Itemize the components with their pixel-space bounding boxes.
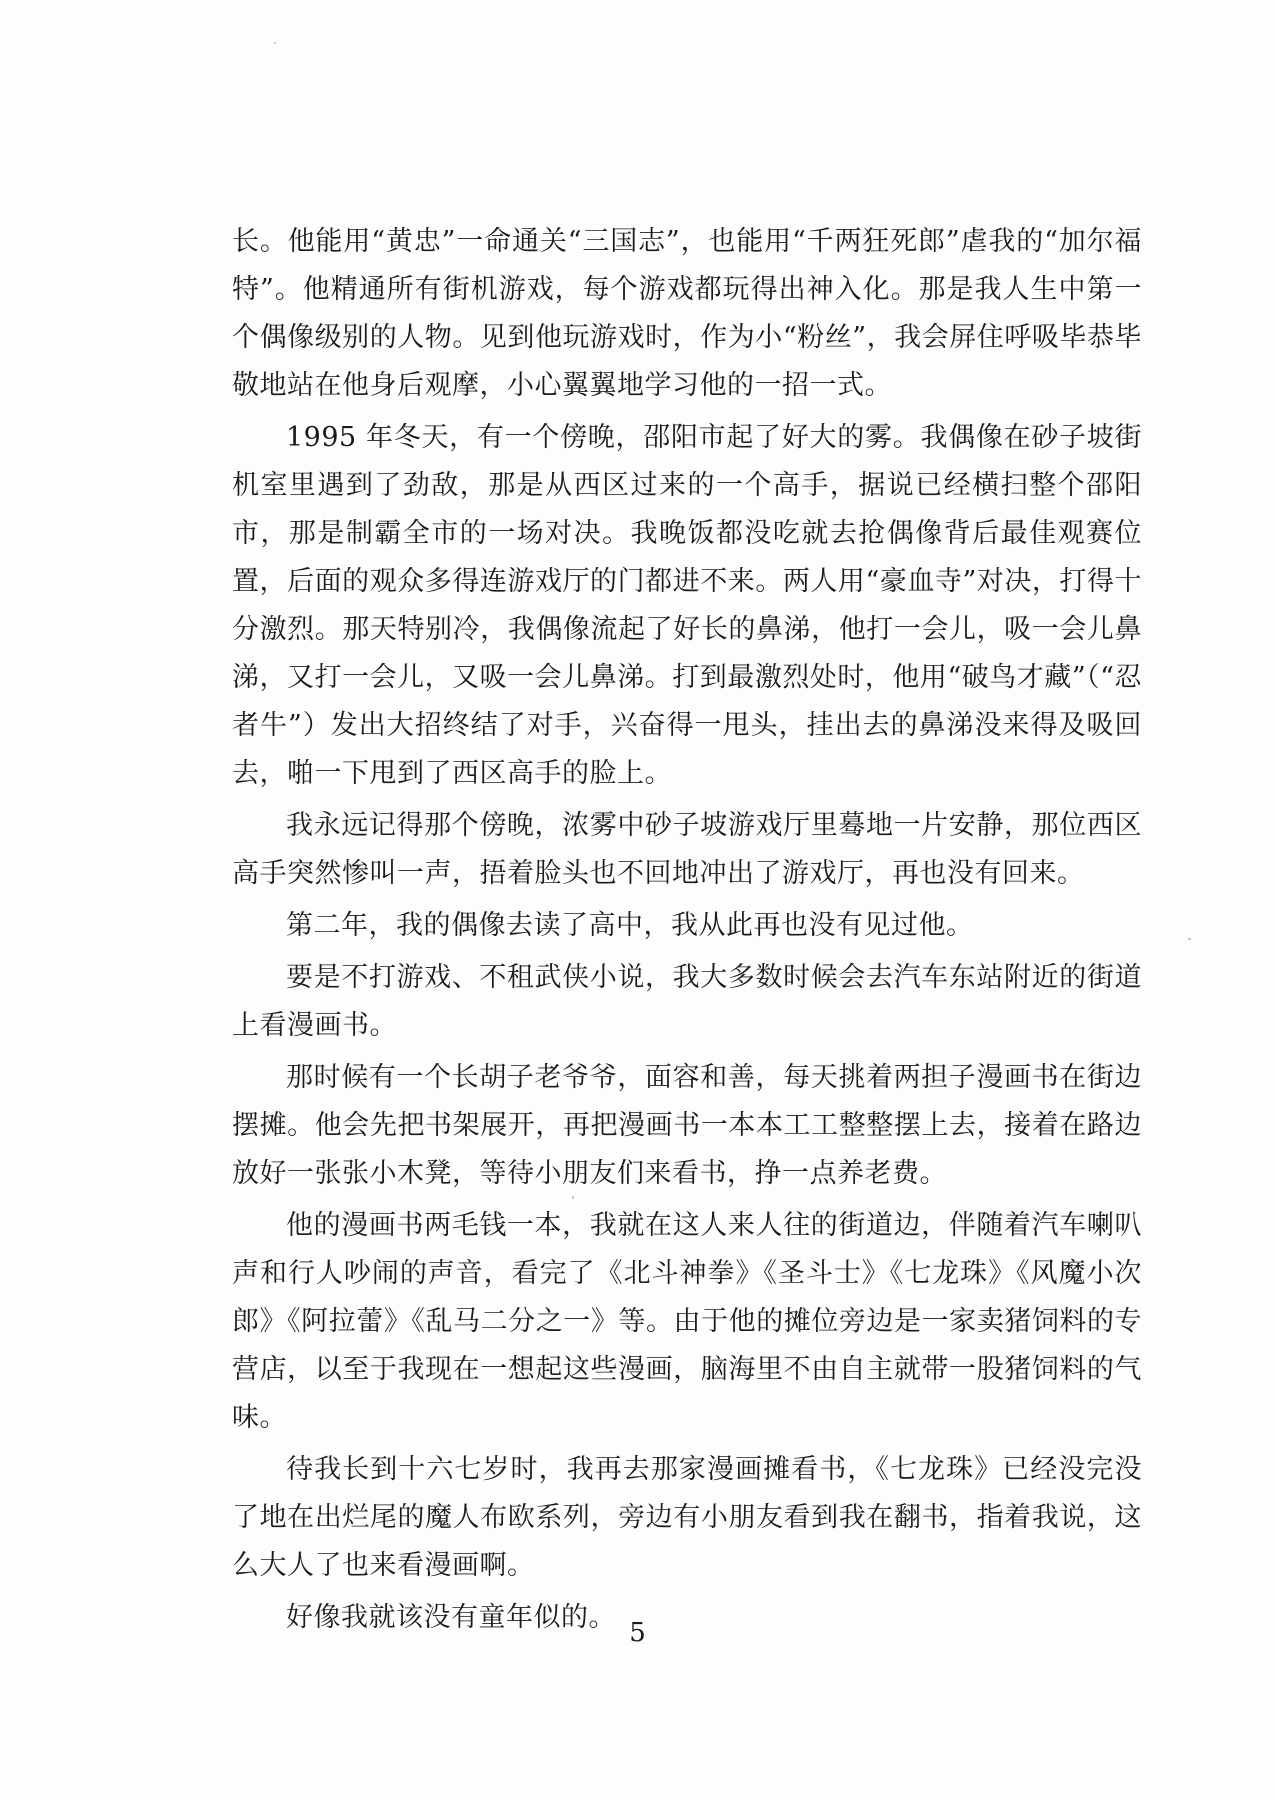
paragraph: 1995 年冬天，有一个傍晚，邵阳市起了好大的雾。我偶像在砂子坡街机室里遇到了劲敌，那是从西区过来的一个高手，据说已经横扫整个邵阳市，那是制霸全市的一场对决。我晚饭都没吃就去抢偶像背后最佳观赛位置，后面的观众多得连游戏厅的门都进不来。两人用“豪血寺”对决，打得十分激烈。那天特别冷，我偶像流起了好长的鼻涕，他打一会儿，吸一会儿鼻涕，又打一会儿，又吸一会儿鼻涕。打到最激烈处时，他用“破鸟才藏”（“忍者牛”）发出大招终结了对手，兴奋得一甩头，挂出去的鼻涕没来得及吸回去，啪一下甩到了西区高手的脸上。 bbox=[232, 422, 1142, 789]
paragraph: 长。他能用“黄忠”一命通关“三国志”，也能用“千两狂死郎”虐我的“加尔福特”。他精通所有街机游戏，每个游戏都玩得出神入化。那是我人生中第一个偶像级别的人物。见到他玩游戏时，作为小“粉丝”，我会屏住呼吸毕恭毕敬地站在他身后观摩，小心翼翼地学习他的一招一式。 bbox=[232, 226, 1142, 401]
scan-speck bbox=[1188, 938, 1191, 940]
paragraph: 要是不打游戏、不租武侠小说，我大多数时候会去汽车东站附近的街道上看漫画书。 bbox=[232, 962, 1142, 1041]
scan-speck bbox=[274, 42, 276, 44]
paragraph: 待我长到十六七岁时，我再去那家漫画摊看书，《七龙珠》已经没完没了地在出烂尾的魔人布欧系列，旁边有小朋友看到我在翻书，指着我说，这么大人了也来看漫画啊。 bbox=[232, 1454, 1142, 1581]
scan-speck bbox=[572, 1196, 574, 1199]
paragraph: 第二年，我的偶像去读了高中，我从此再也没有见过他。 bbox=[286, 910, 974, 941]
page-number: 5 bbox=[629, 1618, 646, 1648]
paragraph: 他的漫画书两毛钱一本，我就在这人来人往的街道边，伴随着汽车喇叭声和行人吵闹的声音，看完了《北斗神拳》《圣斗士》《七龙珠》《风魔小次郎》《阿拉蕾》《乱马二分之一》等。由于他的摊位旁边是一家卖猪饲料的专营店，以至于我现在一想起这些漫画，脑海里不由自主就带一股猪饲料的气味。 bbox=[232, 1210, 1142, 1433]
paragraph: 好像我就该没有童年似的。 bbox=[286, 1602, 616, 1633]
paragraph: 那时候有一个长胡子老爷爷，面容和善，每天挑着两担子漫画书在街边摆摊。他会先把书架展开，再把漫画书一本本工工整整摆上去，接着在路边放好一张张小木凳，等待小朋友们来看书，挣一点养老费。 bbox=[232, 1062, 1142, 1189]
body-text bbox=[232, 218, 1142, 1646]
paragraph: 我永远记得那个傍晚，浓雾中砂子坡游戏厅里蓦地一片安静，那位西区高手突然惨叫一声，捂着脸头也不回地冲出了游戏厅，再也没有回来。 bbox=[232, 810, 1142, 889]
